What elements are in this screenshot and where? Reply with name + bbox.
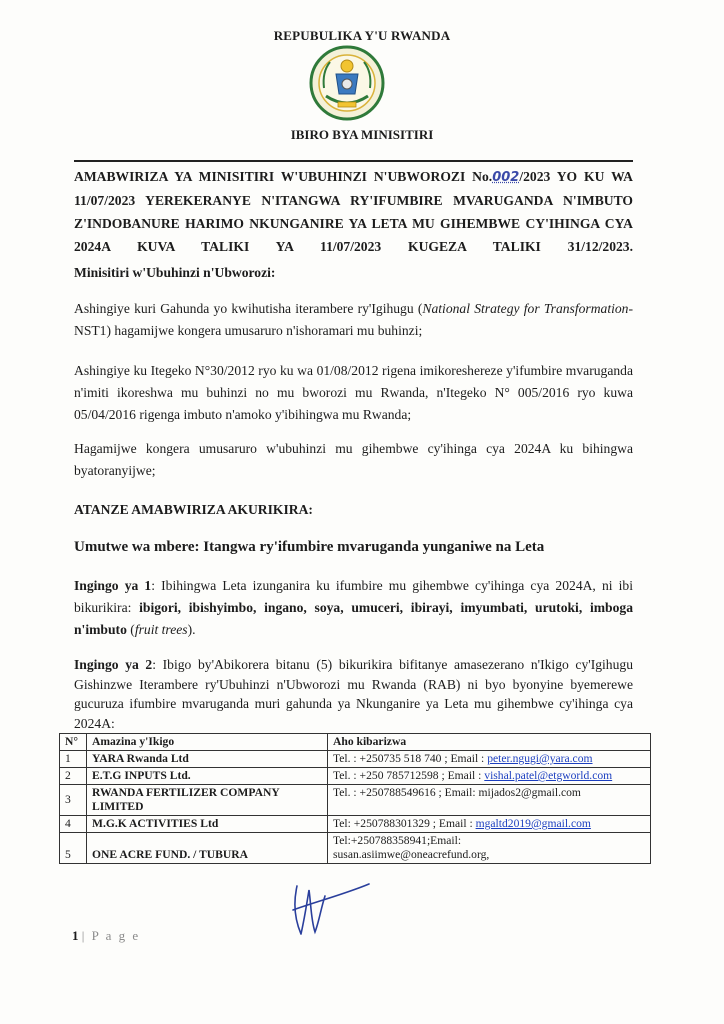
rwanda-seal-icon: [308, 44, 386, 122]
article-1-paren-open: (: [126, 622, 135, 637]
document-title: [74, 165, 633, 258]
article-2-label: Ingingo ya 2: [74, 657, 153, 672]
contact-text: Tel. : +250788549616 ; Email: mijados2@gmail.com: [333, 786, 581, 799]
paragraph-laws: Ashingiye ku Itegeko N°30/2012 ryo ku wa 01/08/2012 rigena imikoreshereze y'ifumbire mvaruganda n'imiti ikoreshwa mu buhinzi no mu bworozi mu Rwanda, n'Itegeko N° 005/2016 ryo kuwa 05/04/2016 rigenga imbuto n'amoko y'ibihingwa mu Rwanda;: [74, 363, 633, 422]
paragraph-strategy: [74, 298, 633, 342]
contact-text: Tel. : +250 785712598 ; Email :: [333, 769, 485, 782]
contact-text: Tel:+250788358941;Email:: [333, 834, 462, 847]
table-header-row: [60, 734, 651, 751]
paragraph-objective: Hagamijwe kongera umusaruro w'ubuhinzi mu gihembwe cy'ihinga cya 2024A ku bihingwa byatoranyijwe;: [74, 441, 633, 478]
contact-text: Tel: +250788301329 ; Email :: [333, 817, 476, 830]
para1-text-a: Ashingiye kuri Gahunda yo kwihutisha iterambere ry'Igihugu (: [74, 301, 423, 316]
table-row: [60, 816, 651, 833]
article-1-paren-close: ).: [187, 622, 196, 637]
company-contact: [328, 768, 651, 785]
title-rule: [74, 160, 633, 162]
company-contact: [328, 833, 651, 864]
republic-heading: REPUBULIKA Y'U RWANDA: [273, 28, 451, 43]
email-link[interactable]: peter.ngugi@yara.com: [487, 752, 593, 765]
article-2-text: : Ibigo by'Abikorera bitanu (5) bikurikira bifitanye amasezerano n'Ikigo cy'Igihugu Gishinzwe Iterambere ry'Ubuhinzi n'Ubworozi mu Rwanda (RAB) ni byo byonyine byemerewe gucuruza ifumbire mvaruganda muri gahunda ya Nkunganire ya Leta mu gihembwe cy'ihinga cya 2024A:: [74, 657, 633, 731]
article-1: [74, 575, 633, 641]
signature-icon: [285, 880, 375, 940]
article-1-text: : Ibihingwa Leta izunganira ku ifumbire mu gihembwe cy'ihinga cya 2024A, ni ibi bikurikira:: [74, 578, 634, 615]
company-contact: [328, 785, 651, 816]
para1-text-b: -NST1) hagamijwe kongera umusaruro n'ishoramari mu buhinzi;: [74, 301, 634, 338]
article-1-crops: ibigori, ibishyimbo, ingano, soya, umuceri, ibirayi, imyumbati, urutoki, imboga n'imbuto: [74, 600, 634, 637]
decree-heading: ATANZE AMABWIRIZA AKURIKIRA:: [74, 502, 313, 517]
email-link[interactable]: mgaltd2019@gmail.com: [475, 817, 591, 830]
title-part1: AMABWIRIZA YA MINISITIRI W'UBUHINZI N'UBWOROZI No.: [74, 169, 493, 184]
title-part2: /2023 YO KU WA 11/07/2023 YEREKERANYE N'ITANGWA RY'IFUMBIRE MVARUGANDA N'IMBUTO Z'INDOBANURE HARIMO NKUNGANIRE YA LETA MU GIHEMBWE CY'IHINGA CYA 2024A KUVA TALIKI YA 11/07/2023 KUGEZA TALIKI 31/12/2023.: [74, 169, 633, 254]
row-number: 3: [60, 785, 87, 816]
row-number: 5: [60, 833, 87, 864]
company-name: RWANDA FERTILIZER COMPANY LIMITED: [87, 785, 328, 816]
page-number: 1: [72, 928, 79, 943]
table-row: [60, 768, 651, 785]
row-number: 2: [60, 768, 87, 785]
company-contact: [328, 816, 651, 833]
company-name: ONE ACRE FUND. / TUBURA: [87, 833, 328, 864]
header-name: Amazina y'Ikigo: [87, 734, 328, 751]
page-label: | P a g e: [81, 928, 141, 943]
minister-line: Minisitiri w'Ubuhinzi n'Ubworozi:: [74, 265, 276, 280]
office-heading: IBIRO BYA MINISITIRI: [290, 127, 434, 142]
contact-email-text: susan.asiimwe@oneacrefund.org,: [333, 848, 490, 861]
table-row: [60, 833, 651, 864]
row-number: 4: [60, 816, 87, 833]
page-footer: [72, 928, 140, 944]
para1-italic: National Strategy for Transformation: [422, 301, 629, 316]
table-row: [60, 785, 651, 816]
company-name: E.T.G INPUTS Ltd.: [87, 768, 328, 785]
article-2: [74, 655, 633, 733]
company-name: YARA Rwanda Ltd: [87, 751, 328, 768]
header-contact: Aho kibarizwa: [328, 734, 651, 751]
companies-table: [59, 733, 651, 864]
title-number: 002: [492, 170, 520, 185]
article-1-label: Ingingo ya 1: [74, 578, 152, 593]
company-contact: [328, 751, 651, 768]
header-number: N°: [60, 734, 87, 751]
chapter-heading: Umutwe wa mbere: Itangwa ry'ifumbire mvaruganda yunganiwe na Leta: [74, 539, 545, 555]
row-number: 1: [60, 751, 87, 768]
table-row: [60, 751, 651, 768]
contact-text: Tel. : +250735 518 740 ; Email :: [333, 752, 488, 765]
company-name: M.G.K ACTIVITIES Ltd: [87, 816, 328, 833]
email-link[interactable]: vishal.patel@etgworld.com: [484, 769, 613, 782]
article-1-italic: fruit trees: [134, 622, 188, 637]
